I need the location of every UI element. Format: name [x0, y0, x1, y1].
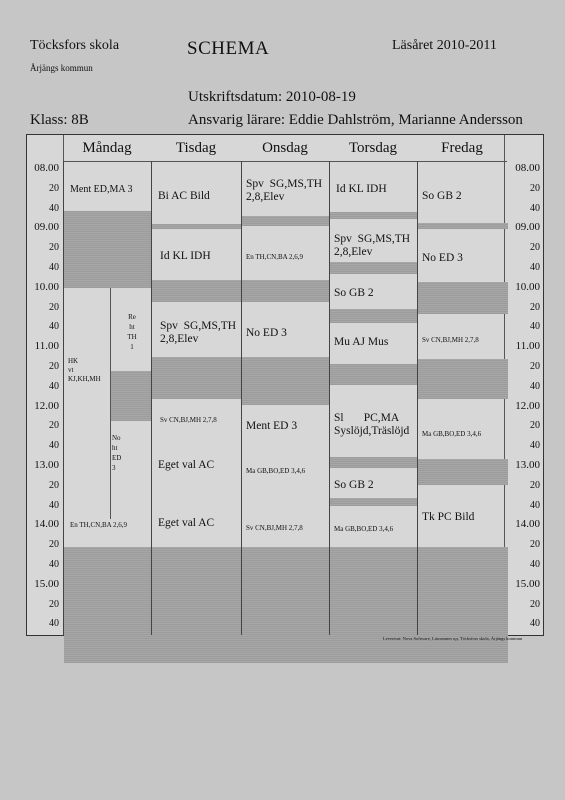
time-label: 40	[530, 380, 540, 392]
time-label: 15.00	[34, 577, 59, 590]
lesson-block: Re ht TH 1	[127, 313, 137, 351]
lesson-block: No ht ED 3	[112, 434, 122, 472]
lesson-block: HK vt KJ,KH,MH	[68, 357, 101, 383]
time-label: 10.00	[34, 280, 59, 293]
break-block	[152, 224, 242, 229]
day-header-friday: Fredag	[417, 135, 507, 162]
lesson-block: So GB 2	[334, 287, 374, 299]
break-block	[110, 371, 152, 421]
break-block	[152, 280, 242, 302]
time-label: 40	[49, 262, 59, 273]
lesson-block: Sv CN,BJ,MH 2,7,8	[246, 524, 303, 532]
break-block	[418, 359, 508, 399]
responsible-teacher: Ansvarig lärare: Eddie Dahlström, Marianne Andersson	[188, 112, 523, 128]
time-label: 13.00	[34, 459, 59, 471]
class-label: Klass: 8B	[30, 112, 89, 128]
break-block	[152, 357, 242, 399]
time-label: 40	[49, 202, 59, 214]
time-label: 20	[49, 539, 59, 551]
break-block	[152, 547, 242, 663]
day-column-tuesday	[151, 161, 242, 635]
school-name: Töcksfors skola	[30, 38, 120, 53]
day-header-thursday: Torsdag	[329, 135, 417, 162]
break-block	[330, 364, 418, 385]
time-label: 10.00	[515, 280, 540, 293]
time-label: 40	[49, 380, 59, 392]
time-label: 40	[49, 499, 59, 511]
time-label: 20	[49, 479, 59, 491]
time-label: 40	[530, 202, 540, 214]
time-label: 20	[530, 420, 540, 432]
break-block	[330, 457, 418, 468]
break-block	[64, 211, 152, 288]
lesson-block: Eget val AC	[158, 517, 215, 529]
time-column-right	[504, 135, 543, 635]
day-header-monday: Måndag	[63, 135, 151, 162]
time-label: 20	[530, 301, 540, 313]
lesson-block: Spv SG,MS,TH 2,8,Elev	[160, 320, 237, 345]
time-label: 14.00	[515, 518, 540, 531]
time-label: 20	[530, 182, 540, 194]
lesson-block: Eget val AC	[158, 459, 215, 471]
footer-note: Levererat: Nova Software, Läroamnes ид. Töcksfors skola, Årjängs kommun	[383, 636, 523, 641]
schedule-grid	[26, 134, 544, 636]
lesson-block: Mu AJ Mus	[334, 336, 389, 348]
day-column-thursday	[329, 161, 418, 635]
lesson-block: Spv SG,MS,TH 2,8,Elev	[334, 233, 411, 258]
time-label: 11.00	[515, 340, 540, 353]
time-label: 20	[530, 361, 540, 372]
lesson-block: Spv SG,MS,TH 2,8,Elev	[246, 178, 323, 203]
time-label: 40	[530, 618, 540, 630]
time-label: 40	[530, 559, 540, 570]
time-label: 20	[530, 539, 540, 551]
time-label: 15.00	[515, 577, 540, 590]
break-block	[330, 262, 418, 274]
school-year: Läsåret 2010-2011	[392, 38, 497, 53]
break-block	[64, 547, 152, 663]
lesson-block: Ma GB,BO,ED 3,4,6	[246, 467, 306, 475]
time-label: 40	[49, 559, 59, 570]
time-label: 40	[49, 618, 59, 630]
lesson-block: No ED 3	[422, 252, 463, 264]
lesson-block: Sv CN,BJ,MH 2,7,8	[160, 416, 217, 424]
time-label: 14.00	[34, 518, 59, 531]
time-label: 40	[49, 321, 59, 333]
lesson-block: En TH,CN,BA 2,6,9	[246, 253, 304, 261]
break-block	[242, 547, 330, 663]
time-label: 09.00	[515, 221, 540, 234]
time-label: 40	[530, 262, 540, 273]
lesson-block: No ED 3	[246, 327, 287, 339]
time-label: 20	[49, 361, 59, 372]
day-column-wednesday	[241, 161, 330, 635]
day-column-friday	[417, 161, 508, 635]
lesson-block: Sv CN,BJ,MH 2,7,8	[422, 336, 479, 344]
break-block	[418, 459, 508, 485]
lesson-block: Ment ED 3	[246, 420, 298, 432]
time-label: 08.00	[515, 162, 540, 174]
time-label: 08.00	[34, 162, 59, 174]
time-label: 40	[49, 440, 59, 452]
lesson-block: En TH,CN,BA 2,6,9	[70, 521, 128, 529]
lesson-block: Id KL IDH	[336, 183, 387, 195]
time-label: 20	[530, 479, 540, 491]
lesson-block: So GB 2	[334, 479, 374, 491]
time-label: 40	[530, 321, 540, 333]
break-block	[418, 547, 508, 663]
lesson-block: Ma GB,BO,ED 3,4,6	[334, 525, 394, 533]
time-label: 20	[49, 182, 59, 194]
time-label: 12.00	[515, 399, 540, 412]
day-column-monday	[63, 161, 152, 635]
lesson-block: Ment ED,MA 3	[70, 184, 133, 195]
break-block	[242, 216, 330, 226]
break-block	[330, 498, 418, 506]
day-header-tuesday: Tisdag	[151, 135, 241, 162]
lesson-block: Bi AC Bild	[158, 190, 210, 202]
time-label: 40	[530, 499, 540, 511]
lesson-block: So GB 2	[422, 190, 462, 202]
page-title: SCHEMA	[187, 38, 270, 59]
time-label: 20	[530, 242, 540, 254]
time-label: 40	[530, 440, 540, 452]
time-column-left	[27, 135, 64, 635]
lesson-block: Tk PC Bild	[422, 511, 475, 523]
lesson-block: Ma GB,BO,ED 3,4,6	[422, 430, 482, 438]
break-block	[330, 212, 418, 219]
print-date: Utskriftsdatum: 2010-08-19	[188, 89, 356, 105]
break-block	[330, 309, 418, 323]
break-block	[418, 223, 508, 229]
lesson-block: Sl PC,MA Syslöjd,Träslöjd	[334, 412, 410, 437]
day-header-wednesday: Onsdag	[241, 135, 329, 162]
break-block	[242, 280, 330, 302]
break-block	[330, 547, 418, 663]
municipality: Årjängs kommun	[30, 63, 93, 73]
break-block	[242, 357, 330, 405]
time-label: 12.00	[34, 399, 59, 412]
time-label: 13.00	[515, 459, 540, 471]
lesson-block: Id KL IDH	[160, 250, 211, 262]
time-label: 20	[49, 242, 59, 254]
time-label: 20	[49, 420, 59, 432]
time-label: 20	[49, 598, 59, 610]
time-label: 11.00	[34, 340, 59, 353]
time-label: 09.00	[34, 221, 59, 234]
time-label: 20	[530, 598, 540, 610]
time-label: 20	[49, 301, 59, 313]
break-block	[418, 282, 508, 314]
